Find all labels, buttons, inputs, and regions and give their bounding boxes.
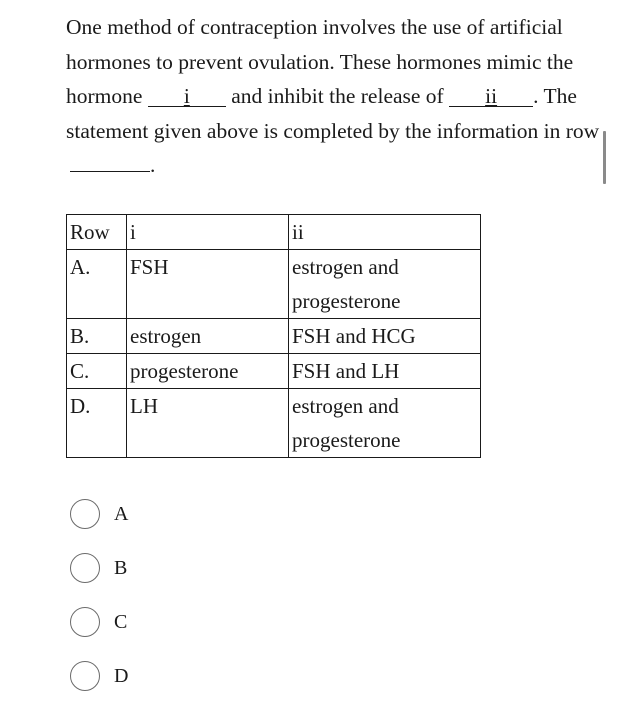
question-part-2: and inhibit the release of (231, 84, 444, 108)
table-row (67, 319, 481, 354)
header-i: i (127, 215, 289, 250)
option-c[interactable] (70, 604, 128, 640)
radio-d[interactable] (70, 661, 100, 691)
table-row (67, 354, 481, 389)
table-row (67, 250, 481, 319)
question-end: . (150, 153, 156, 177)
row-i-value: FSH (127, 250, 289, 319)
blank-i-label: i (183, 84, 190, 108)
radio-a[interactable] (70, 499, 100, 529)
option-b-label: B (114, 556, 128, 579)
option-b[interactable] (70, 550, 128, 586)
option-d[interactable] (70, 658, 128, 694)
answer-table (66, 214, 481, 458)
row-ii-value: FSH and LH (289, 354, 481, 389)
scrollbar[interactable] (603, 131, 606, 184)
question-part-1: One method of contraception involves the use of artificial hormones to prevent ovulation. These hormones mimic the hormone (66, 15, 574, 108)
row-i-value: LH (127, 389, 289, 458)
row-ii-value: estrogen and progesterone (289, 250, 481, 319)
blank-ii (449, 86, 533, 107)
table-header-row (67, 215, 481, 250)
question-text (66, 10, 611, 183)
radio-b[interactable] (70, 553, 100, 583)
header-row: Row (67, 215, 127, 250)
row-i-value: estrogen (127, 319, 289, 354)
blank-i (148, 86, 226, 107)
row-label: C. (67, 354, 127, 389)
blank-ii-label: ii (485, 84, 498, 108)
row-label: A. (67, 250, 127, 319)
table-row (67, 389, 481, 458)
answer-options (70, 496, 128, 712)
row-label: B. (67, 319, 127, 354)
row-i-value: progesterone (127, 354, 289, 389)
option-a-label: A (114, 502, 129, 525)
row-ii-value: estrogen and progesterone (289, 389, 481, 458)
blank-row (70, 171, 150, 172)
row-label: D. (67, 389, 127, 458)
option-d-label: D (114, 664, 129, 687)
header-ii: ii (289, 215, 481, 250)
question-part-3: . The statement given above is completed by the information in row (66, 84, 600, 143)
row-ii-value: FSH and HCG (289, 319, 481, 354)
option-c-label: C (114, 610, 128, 633)
option-a[interactable] (70, 496, 128, 532)
radio-c[interactable] (70, 607, 100, 637)
